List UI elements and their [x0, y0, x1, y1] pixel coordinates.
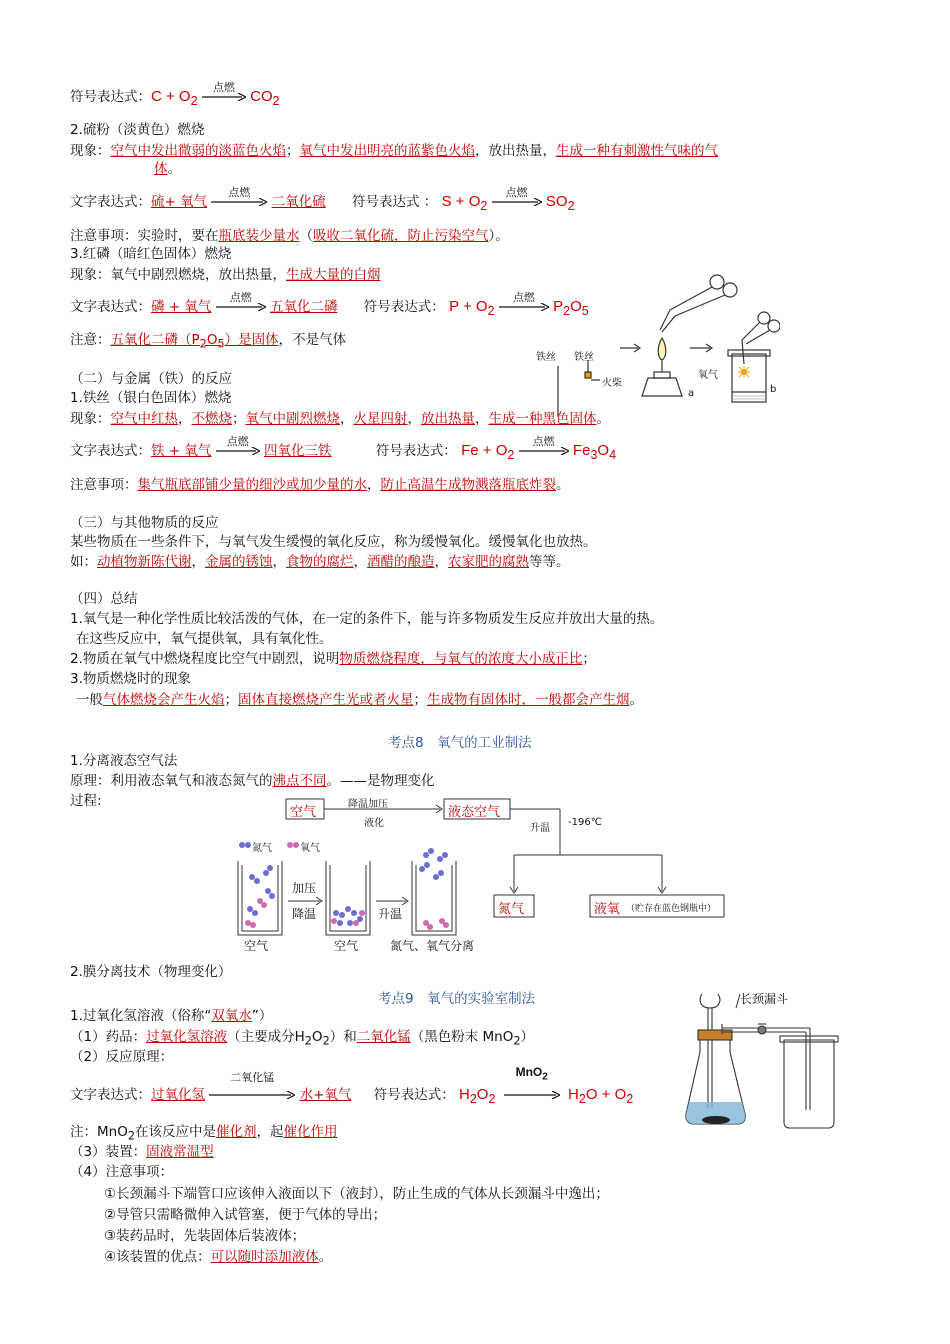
sulfur-phenomenon-cont: 体。 [154, 161, 181, 177]
carbon-symbol-line: 符号表达式：$C + O_2$ 点燃 $CO_2$ [70, 81, 280, 108]
slow-oxidation-examples: 如：动植物新陈代谢，金属的锈蚀，食物的腐烂，酒醋的酿造，农家肥的腐熟等等。 [70, 554, 570, 570]
oxygen-generation-apparatus: 长颈漏斗 [680, 990, 840, 1130]
reaction-arrow: 点燃 [202, 93, 246, 101]
attention-item-4: ④该装置的优点：可以随时添加液体。 [104, 1249, 333, 1265]
reaction-arrow: 点燃 [216, 303, 266, 311]
attention-item-1: ①长颈漏斗下端管口应该伸入液面以下（液封），防止生成的气体从长颈漏斗中逸出； [104, 1186, 609, 1202]
iron-equations: 文字表达式：铁 + 氧气 点燃 四氧化三铁 符号表达式： $Fe + O_2$ 点燃 $Fe_3O_4$ [70, 435, 617, 462]
other-section-title: （三）与其他物质的反应 [70, 515, 219, 531]
slow-oxidation-text: 某些物质在一些条件下，与氧气发生缓慢的氧化反应，称为缓慢氧化。缓慢氧化也放热。 [70, 534, 597, 550]
liquid-air-principle: 原理：利用液态氧气和液态氮气的沸点不同。——是物理变化 [70, 773, 435, 789]
iron-title: 1.铁丝（银白色固体）燃烧 [70, 390, 232, 406]
molecule-dots [239, 842, 449, 930]
iron-phenomenon: 现象：空气中红热，不燃烧；氧气中剧烈燃烧，火星四射，放出热量，生成一种黑色固体。 [70, 411, 610, 427]
reaction-arrow: 点燃 [519, 447, 569, 455]
iron-burning-figure: 铁丝 铁丝 火柴 氧气 a b [530, 268, 780, 418]
summary-point-2: 2.物质在氧气中燃烧程度比空气中剧烈，说明物质燃烧程度，与氧气的浓度大小成正比； [70, 651, 596, 667]
flask-funnel-illustration [680, 990, 840, 1130]
phosphorus-phenomenon: 现象：氧气中剧烈燃烧，放出热量，生成大量的白烟 [70, 267, 381, 283]
summary-point-3-detail: 一般气体燃烧会产生火焰；固体直接燃烧产生光或者火星；生成物有固体时，一般都会产生烟。 [76, 692, 643, 708]
apparatus-type: （3）装置：固液常温型 [70, 1144, 214, 1160]
sulfur-phenomenon: 现象：空气中发出微弱的淡蓝色火焰；氧气中发出明亮的蓝紫色火焰，放出热量，生成一种有刺激性气味的气 [70, 143, 718, 159]
h2o2-equations: 文字表达式：过氧化氢 二氧化锰 水+氧气 符号表达式： $H_2O_2$ MnO$_2$ $H_2O + O_2$ [70, 1065, 634, 1106]
reagents-line: （1）药品：过氧化氢溶液（主要成分$H_2O_2$）和二氧化锰（黑色粉末 MnO$_2$） [70, 1029, 535, 1048]
catalyst-note: 注：MnO$_2$在该反应中是催化剂，起催化作用 [70, 1124, 338, 1143]
summary-point-3: 3.物质燃烧时的现象 [70, 671, 191, 687]
attention-item-3: ③装药品时，先装固体后装液体； [104, 1228, 306, 1244]
sulfur-title: 2.硫粉（淡黄色）燃烧 [70, 122, 205, 138]
reaction-arrow: 点燃 [216, 447, 260, 455]
summary-title: （四）总结 [70, 591, 138, 607]
summary-point-1: 1.氧气是一种化学性质比较活泼的气体，在一定的条件下，能与许多物质发生反应并放出大量的热。 [70, 611, 664, 627]
phosphorus-equations: 文字表达式：磷 + 氧气 点燃 五氧化二磷 符号表达式： $P + O_2$ 点燃 $P_2O_5$ [70, 291, 589, 318]
kp8-heading: 考点8 氧气的工业制法 [388, 735, 532, 751]
summary-point-1-cont: 在这些反应中，氧气提供氧，具有氧化性。 [76, 631, 333, 647]
process-label: 过程: [70, 793, 102, 809]
kp9-heading: 考点9 氧气的实验室制法 [378, 991, 536, 1007]
air-separation-diagram: 空气 降温加压 液化 液态空气 升温 -196℃ 氮气 液氧 （贮存在蓝色钢瓶中） 氮气 氧气 加压 降温 升温 空气 空气 氮气、氧气分离 [230, 795, 765, 955]
h2o2-title: 1.过氧化氢溶液（俗称“双氧水”） [70, 1008, 273, 1024]
reaction-arrow: 二氧化锰 [209, 1091, 295, 1099]
liquid-air-method-title: 1.分离液态空气法 [70, 753, 178, 769]
attention-item-2: ②导管只需略微伸入试管塞，便于气体的导出； [104, 1207, 387, 1223]
iron-apparatus-illustration [530, 268, 780, 418]
sulfur-note: 注意事项：实验时，要在瓶底装少量水（吸收二氧化硫，防止污染空气）。 [70, 228, 509, 244]
sulfur-equations: 文字表达式：硫+ 氧气 点燃 二氧化硫 符号表达式 ： $S + O_2$ 点燃 $SO_2$ [70, 186, 575, 213]
reaction-arrow: 点燃 [499, 303, 549, 311]
reaction-arrow: MnO$_2$ [504, 1091, 560, 1099]
reaction-principle-label: （2）反应原理： [70, 1049, 174, 1065]
iron-note: 注意事项：集气瓶底部铺少量的细沙或加少量的水，防止高温生成物溅落瓶底炸裂。 [70, 477, 570, 493]
phosphorus-title: 3.红磷（暗红色固体）燃烧 [70, 246, 232, 262]
reaction-arrow: 点燃 [211, 198, 267, 206]
metal-section-title: （二）与金属（铁）的反应 [70, 371, 232, 387]
attention-label: （4）注意事项： [70, 1164, 174, 1180]
phosphorus-note: 注意：五氧化二磷$(P_2O_5)$是固体，不是气体 [70, 332, 347, 351]
reaction-arrow: 点燃 [492, 198, 542, 206]
membrane-method-title: 2.膜分离技术（物理变化） [70, 964, 232, 980]
